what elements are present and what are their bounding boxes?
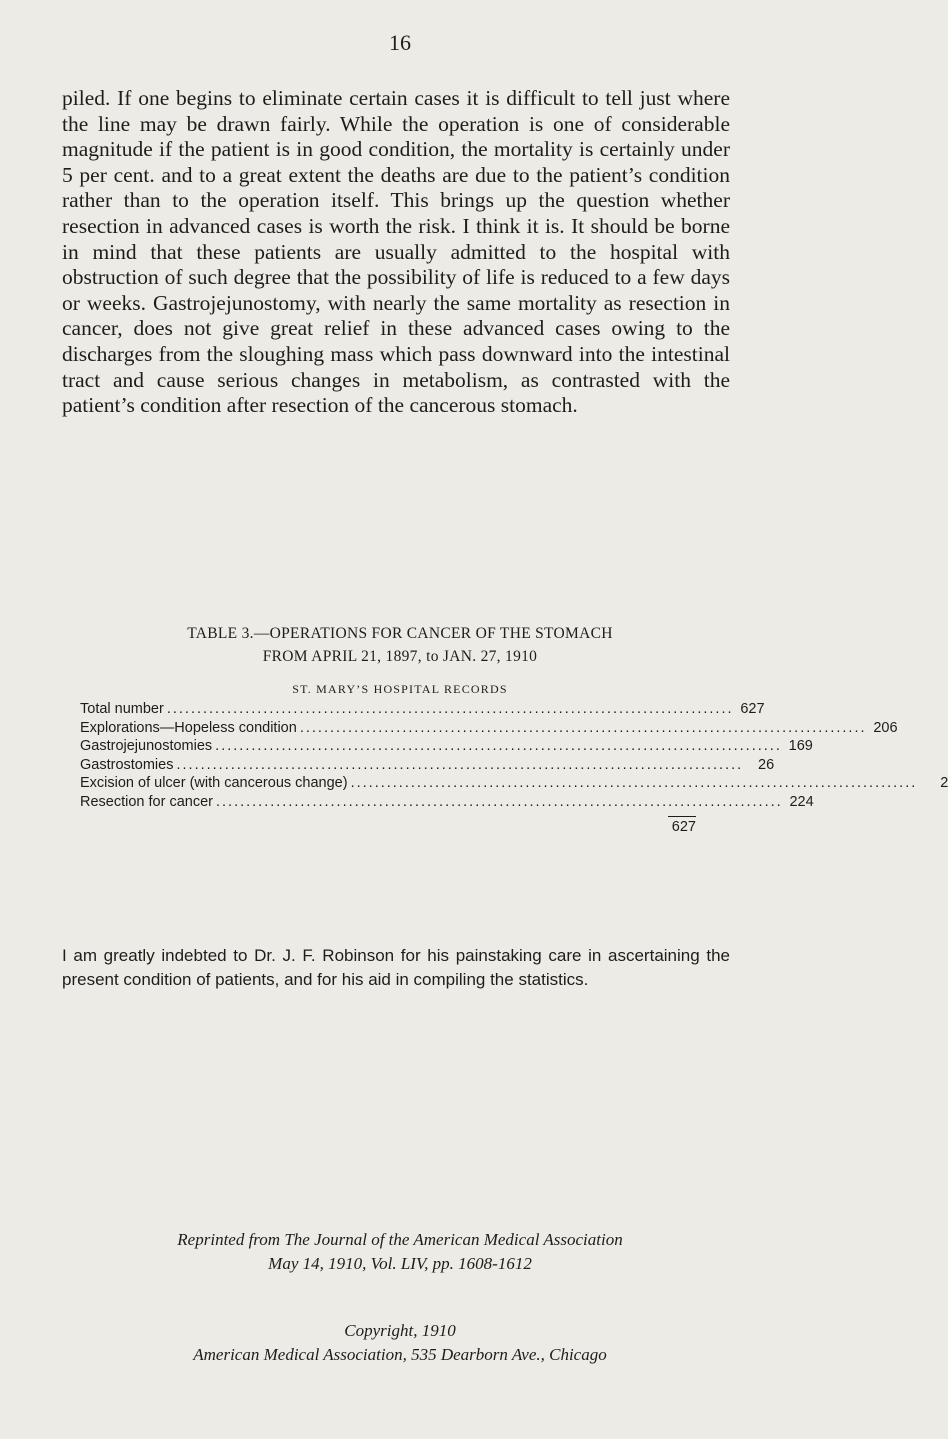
row-label: Total number xyxy=(80,701,164,717)
row-value: 26 xyxy=(758,756,775,773)
table-row xyxy=(80,774,948,793)
table-row xyxy=(80,737,813,756)
row-label: Excision of ulcer (with cancerous change) xyxy=(80,775,348,792)
table-row xyxy=(80,719,898,738)
table-row xyxy=(80,793,814,812)
leader-dots: .............................................................................................. xyxy=(350,775,918,792)
leader-dots: .............................................................................................. xyxy=(215,793,783,810)
table-title-line-1: TABLE 3.—OPERATIONS FOR CANCER OF THE STOMACH xyxy=(187,625,613,642)
leader-dots: .............................................................................................. xyxy=(176,756,744,773)
table-title-line-2: FROM APRIL 21, 1897, to JAN. 27, 1910 xyxy=(262,648,538,665)
operations-table xyxy=(80,700,948,836)
table-total-row xyxy=(80,816,696,837)
copyright-line: Copyright, 1910 xyxy=(344,1321,456,1340)
reprint-line-1: Reprinted from The Journal of the American Medical Association xyxy=(177,1230,623,1249)
row-value: 169 xyxy=(788,738,813,755)
leader-dots: .............................................................................................. xyxy=(166,701,734,717)
body-paragraph: piled. If one begins to eliminate certain cases it is difficult to tell just where the line may be drawn fairly. While the operation is one of considerable magnitude if the patient is in good condition, the mortality is certainly under 5 per cent. and to a great extent the deaths are due to the patient’s condition rather than to the operation itself. This brings up the question whether resection in advanced cases is worth the risk. I think it is. It should be borne in mind that these patients are usually admitted to the hospital with obstruction of such degree that the possibility of life is reduced to a few days or weeks. Gastrojejunostomy, with nearly the same mortality as resection in cancer, does not give great relief in these advanced cases owing to the discharges from the sloughing mass which pass downward into the intestinal tract and cause serious changes in metabolism, as contrasted with the patient’s condition after resection of the cancerous stomach. xyxy=(62,86,730,418)
row-label: Resection for cancer xyxy=(80,793,213,810)
table-row xyxy=(80,756,775,775)
table-total-value: 627 xyxy=(668,816,696,837)
table-row xyxy=(80,700,765,719)
table-caption: ST. MARY’S HOSPITAL RECORDS xyxy=(292,682,508,696)
row-value: 2 xyxy=(940,775,948,792)
row-label: Explorations—Hopeless condition xyxy=(80,719,297,736)
page-number: 16 xyxy=(389,30,411,55)
row-label: Gastrostomies xyxy=(80,756,174,773)
reprint-notice xyxy=(0,1228,800,1276)
row-label: Gastrojejunostomies xyxy=(80,738,213,755)
row-value: 224 xyxy=(789,793,814,810)
copyright-notice xyxy=(0,1319,800,1367)
leader-dots: .............................................................................................. xyxy=(299,719,867,736)
table-title xyxy=(70,622,730,668)
acknowledgment-paragraph: I am greatly indebted to Dr. J. F. Robinson for his painstaking care in ascertaining the present condition of patients, and for his aid in compiling the statistics. xyxy=(62,946,730,989)
publisher-line: American Medical Association, 535 Dearborn Ave., Chicago xyxy=(193,1345,607,1364)
row-value: 627 xyxy=(740,701,765,717)
reprint-line-2: May 14, 1910, Vol. LIV, pp. 1608-1612 xyxy=(268,1254,532,1273)
row-value: 206 xyxy=(873,719,898,736)
leader-dots: .............................................................................................. xyxy=(215,738,782,755)
